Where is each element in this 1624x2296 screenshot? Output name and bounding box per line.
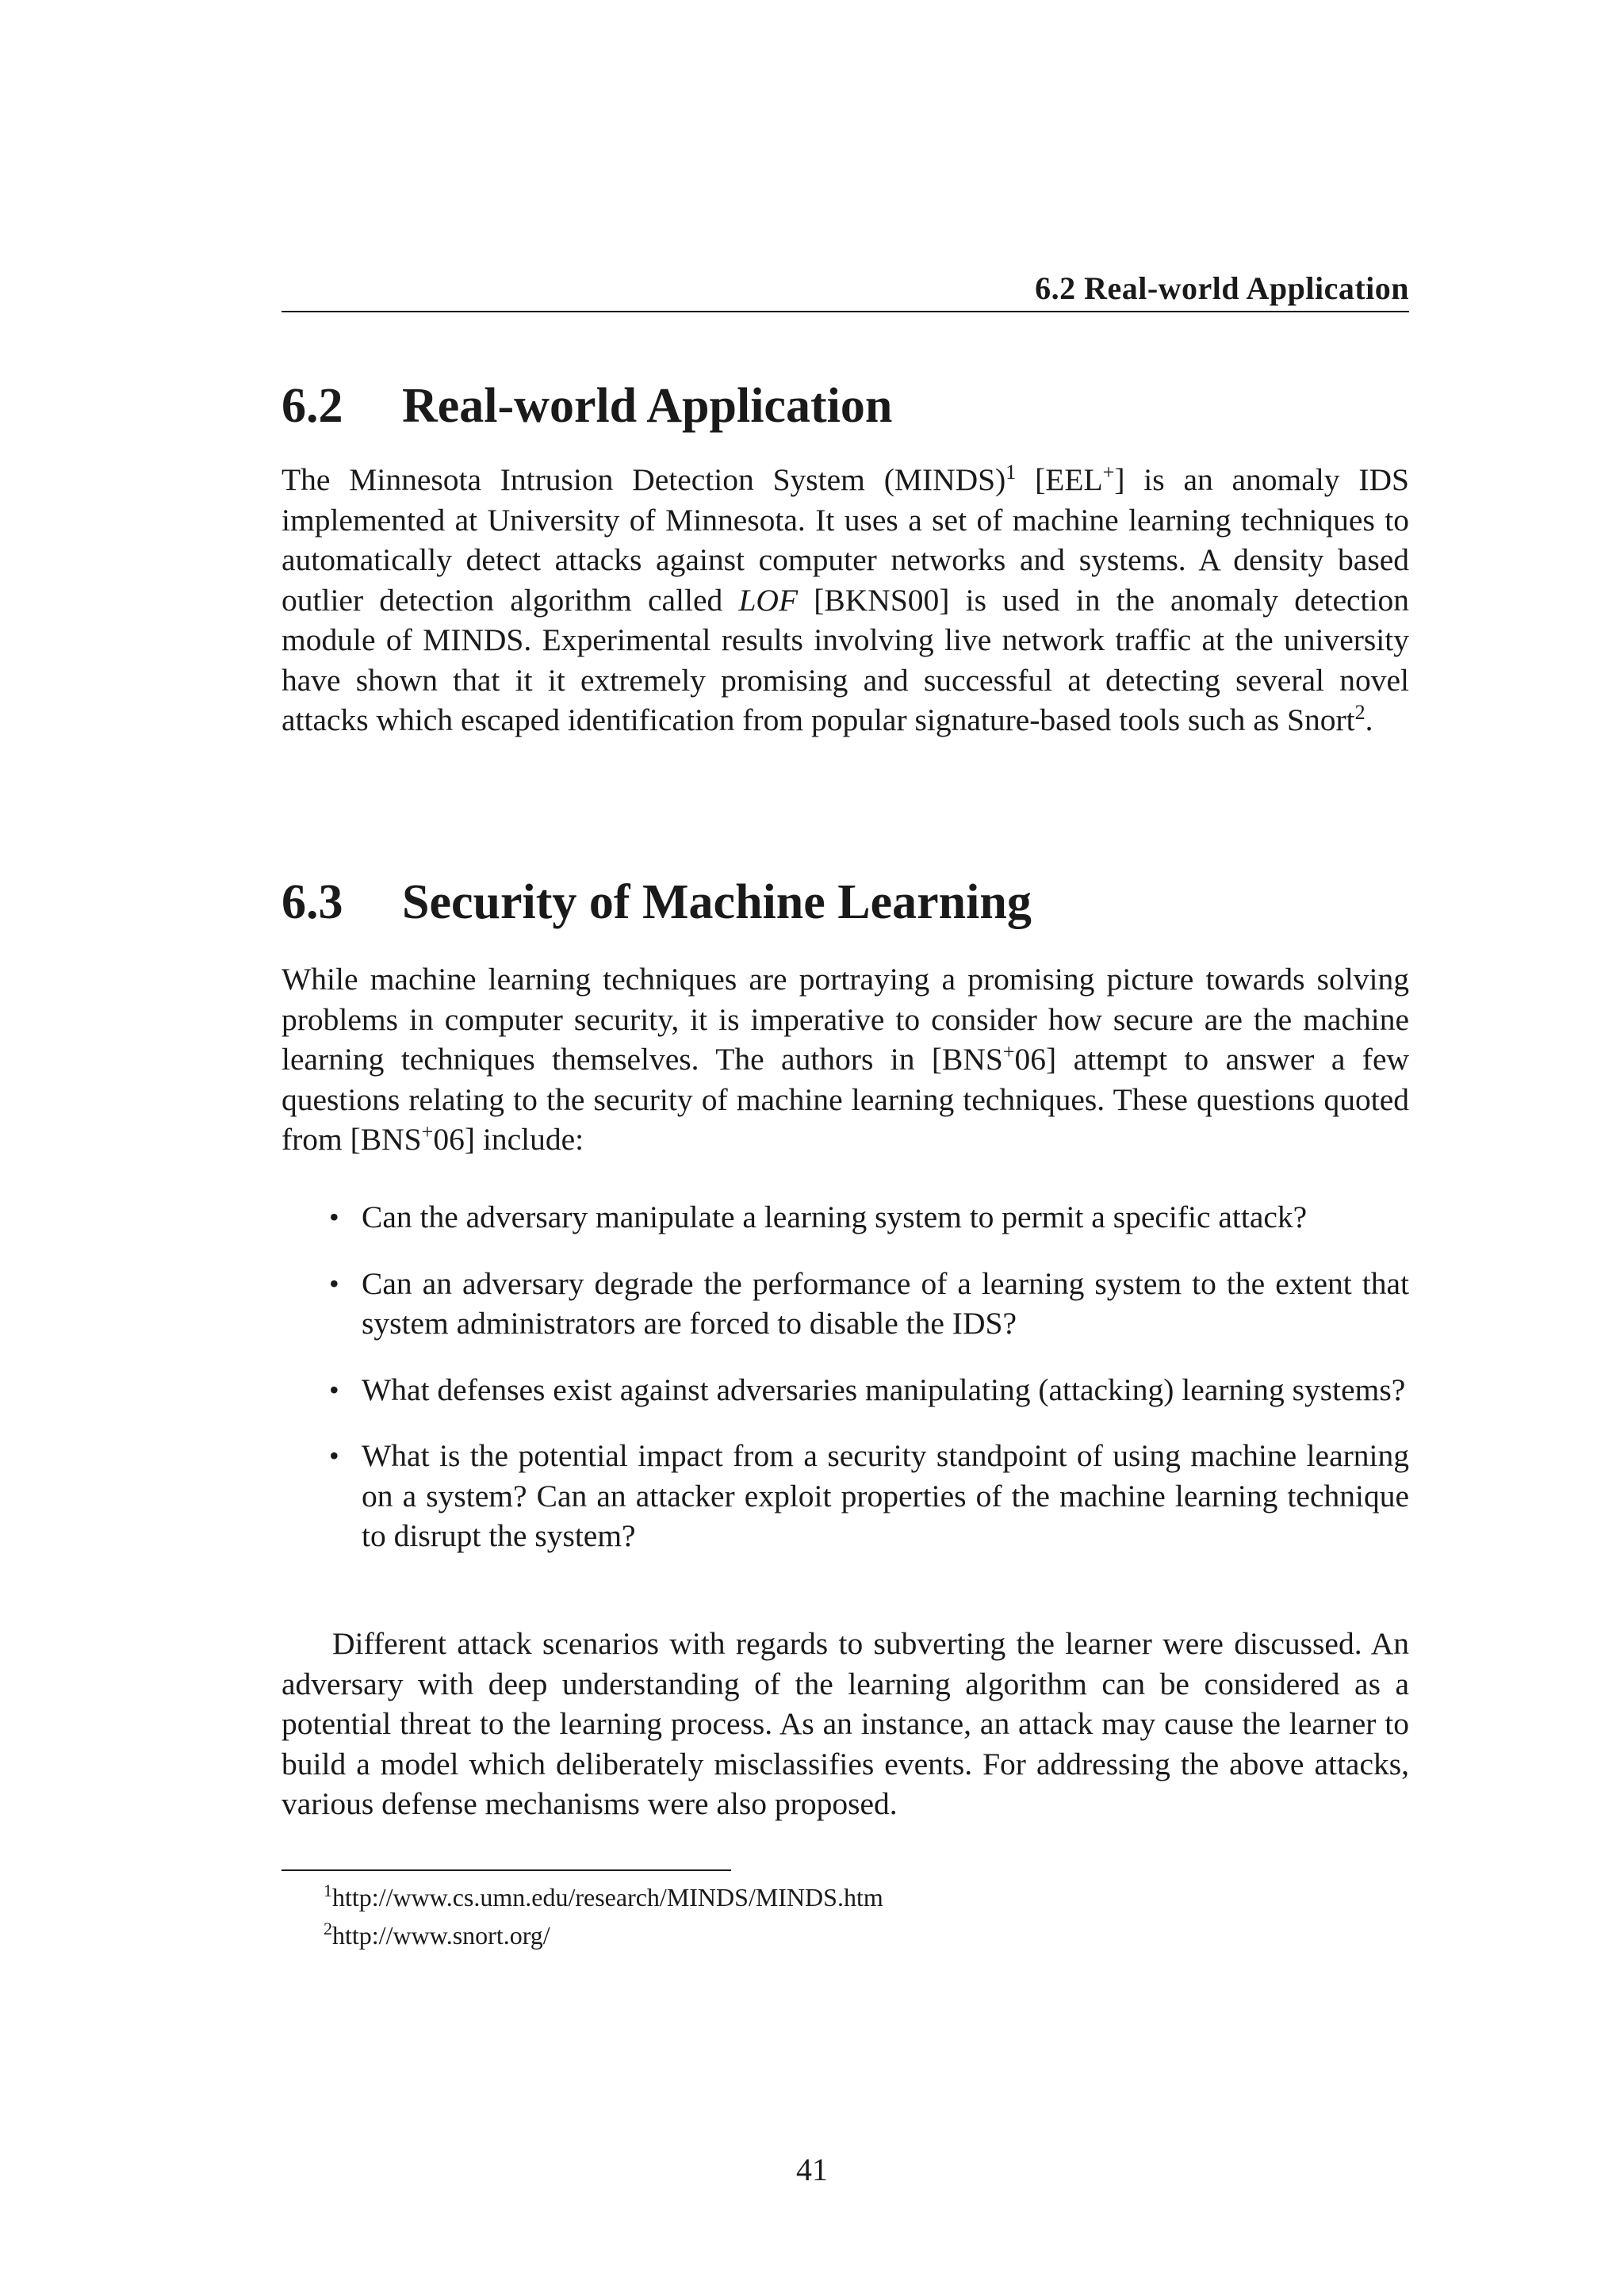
text-run: While machine learning techniques are portraying a promising picture towards solving problems in computer security, it is imperative to consider how secure are the machine learning techniques themselves. The authors in [BNS — [282, 962, 1409, 1077]
list-item-text: Can the adversary manipulate a learning system to permit a specific attack? — [362, 1200, 1308, 1234]
section-heading-6-2 — [282, 374, 1409, 438]
footnote-link[interactable]: http://www.snort.org/ — [332, 1921, 550, 1950]
list-item — [282, 1264, 1409, 1344]
text-run: 06] include: — [433, 1122, 584, 1157]
list-item — [282, 1436, 1409, 1556]
superscript-plus: + — [1002, 1040, 1015, 1063]
bullet-icon: • — [329, 1267, 339, 1299]
header-rule — [282, 311, 1409, 312]
paragraph-attack-scenarios: Different attack scenarios with regards to subverting the learner were discussed. An adversary with deep understanding of the learning algorithm can be considered as a potential threat to the learning process. As an instance, an attack may cause the learner to build a model which deliberately misclassifies events. For addressing the above attacks, various defense mechanisms were also proposed. — [282, 1626, 1409, 1821]
superscript-plus: + — [1102, 461, 1115, 484]
text-run: [EEL — [1016, 462, 1103, 497]
section-heading-6-3 — [282, 871, 1409, 934]
footnote-rule — [282, 1869, 731, 1871]
superscript-plus: + — [421, 1120, 434, 1143]
text-run: 06] attempt to answer a few questions relating to the security of machine learning techniques. These questions quoted from [BNS — [282, 1042, 1410, 1157]
footnote-mark: 2 — [324, 1919, 332, 1938]
text-run: [BKNS00] is used in the anomaly detection module of MINDS. Experimental results involving live network traffic at the university have shown that it it extremely promising and successful at detecting several novel attacks which escaped identification from popular signature-based tools such as Snort — [282, 582, 1410, 737]
text-run: The Minnesota Intrusion Detection System (MINDS) — [282, 462, 1006, 497]
list-item-text: What defenses exist against adversaries manipulating (attacking) learning systems? — [362, 1372, 1406, 1407]
page-number: 41 — [796, 2152, 828, 2187]
paragraph-security-intro — [282, 959, 1409, 1160]
list-item — [282, 1370, 1409, 1410]
list-item-text: Can an adversary degrade the performance of a learning system to the extent that system administrators are forced to disable the IDS? — [362, 1265, 1409, 1341]
footnote-mark: 1 — [324, 1881, 332, 1900]
footnote-link[interactable]: http://www.cs.umn.edu/research/MINDS/MINDS.htm — [332, 1883, 883, 1911]
bullet-icon: • — [329, 1373, 339, 1406]
text-run: . — [1365, 702, 1373, 737]
bullet-icon: • — [329, 1201, 339, 1233]
section-number: 6.2 — [282, 379, 343, 433]
list-item-text: What is the potential impact from a security standpoint of using machine learning on a system? Can an attacker exploit properties of the machine learning technique to disrupt the system? — [362, 1438, 1409, 1553]
footnote-ref-1[interactable]: 1 — [1005, 461, 1017, 484]
paragraph-minds — [282, 460, 1409, 740]
footnote-2 — [324, 1919, 550, 1952]
running-header: 6.2 Real-world Application — [1035, 270, 1409, 306]
section-title-text: Real-world Application — [402, 379, 893, 433]
footnote-1 — [324, 1881, 883, 1914]
section-title-text: Security of Machine Learning — [402, 875, 1032, 929]
question-list — [282, 1197, 1409, 1582]
text-run: ] is an anomaly IDS implemented at University of Minnesota. It uses a set of machine learning techniques to automatically detect attacks against computer networks and systems. A density based outlier detection algorithm called — [282, 462, 1409, 618]
bullet-icon: • — [329, 1440, 339, 1471]
section-number: 6.3 — [282, 875, 343, 929]
lof-term: LOF — [738, 582, 799, 618]
list-item — [282, 1197, 1409, 1238]
footnote-ref-2[interactable]: 2 — [1354, 701, 1365, 724]
